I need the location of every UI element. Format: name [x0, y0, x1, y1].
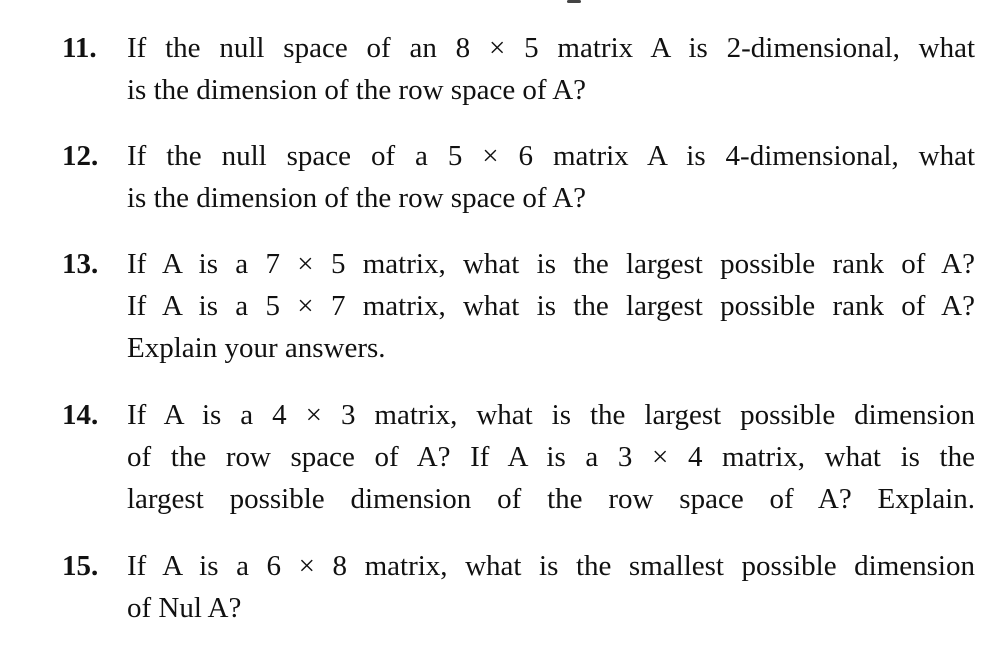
exercise-line: is the dimension of the row space of A?: [127, 74, 587, 106]
exercise-line: of Nul A?: [127, 592, 242, 624]
exercise-line: If A is a 7 × 5 matrix, what is the largest possible rank of A?: [127, 248, 975, 280]
exercise-number: 12.: [62, 140, 99, 172]
exercise-text: [127, 394, 975, 520]
exercise-line: of the row space of A? If A is a 3 × 4 matrix, what is the: [127, 441, 975, 473]
exercise-number: 14.: [62, 399, 99, 431]
exercise-text: [127, 243, 975, 369]
exercise-line: is the dimension of the row space of A?: [127, 182, 587, 214]
exercise-number: 13.: [62, 248, 99, 280]
exercise-number: 11.: [62, 32, 97, 64]
cropped-text-fragment: [567, 0, 581, 3]
exercise-line: If the null space of an 8 × 5 matrix A is 2-dimensional, what: [127, 32, 975, 64]
exercise-line: Explain your answers.: [127, 332, 386, 364]
exercise-text: [127, 27, 975, 111]
exercise-line: If the null space of a 5 × 6 matrix A is 4-dimensional, what: [127, 140, 975, 172]
exercise-line: If A is a 5 × 7 matrix, what is the largest possible rank of A?: [127, 290, 975, 322]
exercise-line: largest possible dimension of the row space of A? Explain.: [127, 483, 975, 515]
exercise-number: 15.: [62, 550, 99, 582]
exercise-line: If A is a 4 × 3 matrix, what is the largest possible dimension: [127, 399, 975, 431]
exercise-line: If A is a 6 × 8 matrix, what is the smallest possible dimension: [127, 550, 975, 582]
exercise-text: [127, 545, 975, 629]
exercise-text: [127, 135, 975, 219]
